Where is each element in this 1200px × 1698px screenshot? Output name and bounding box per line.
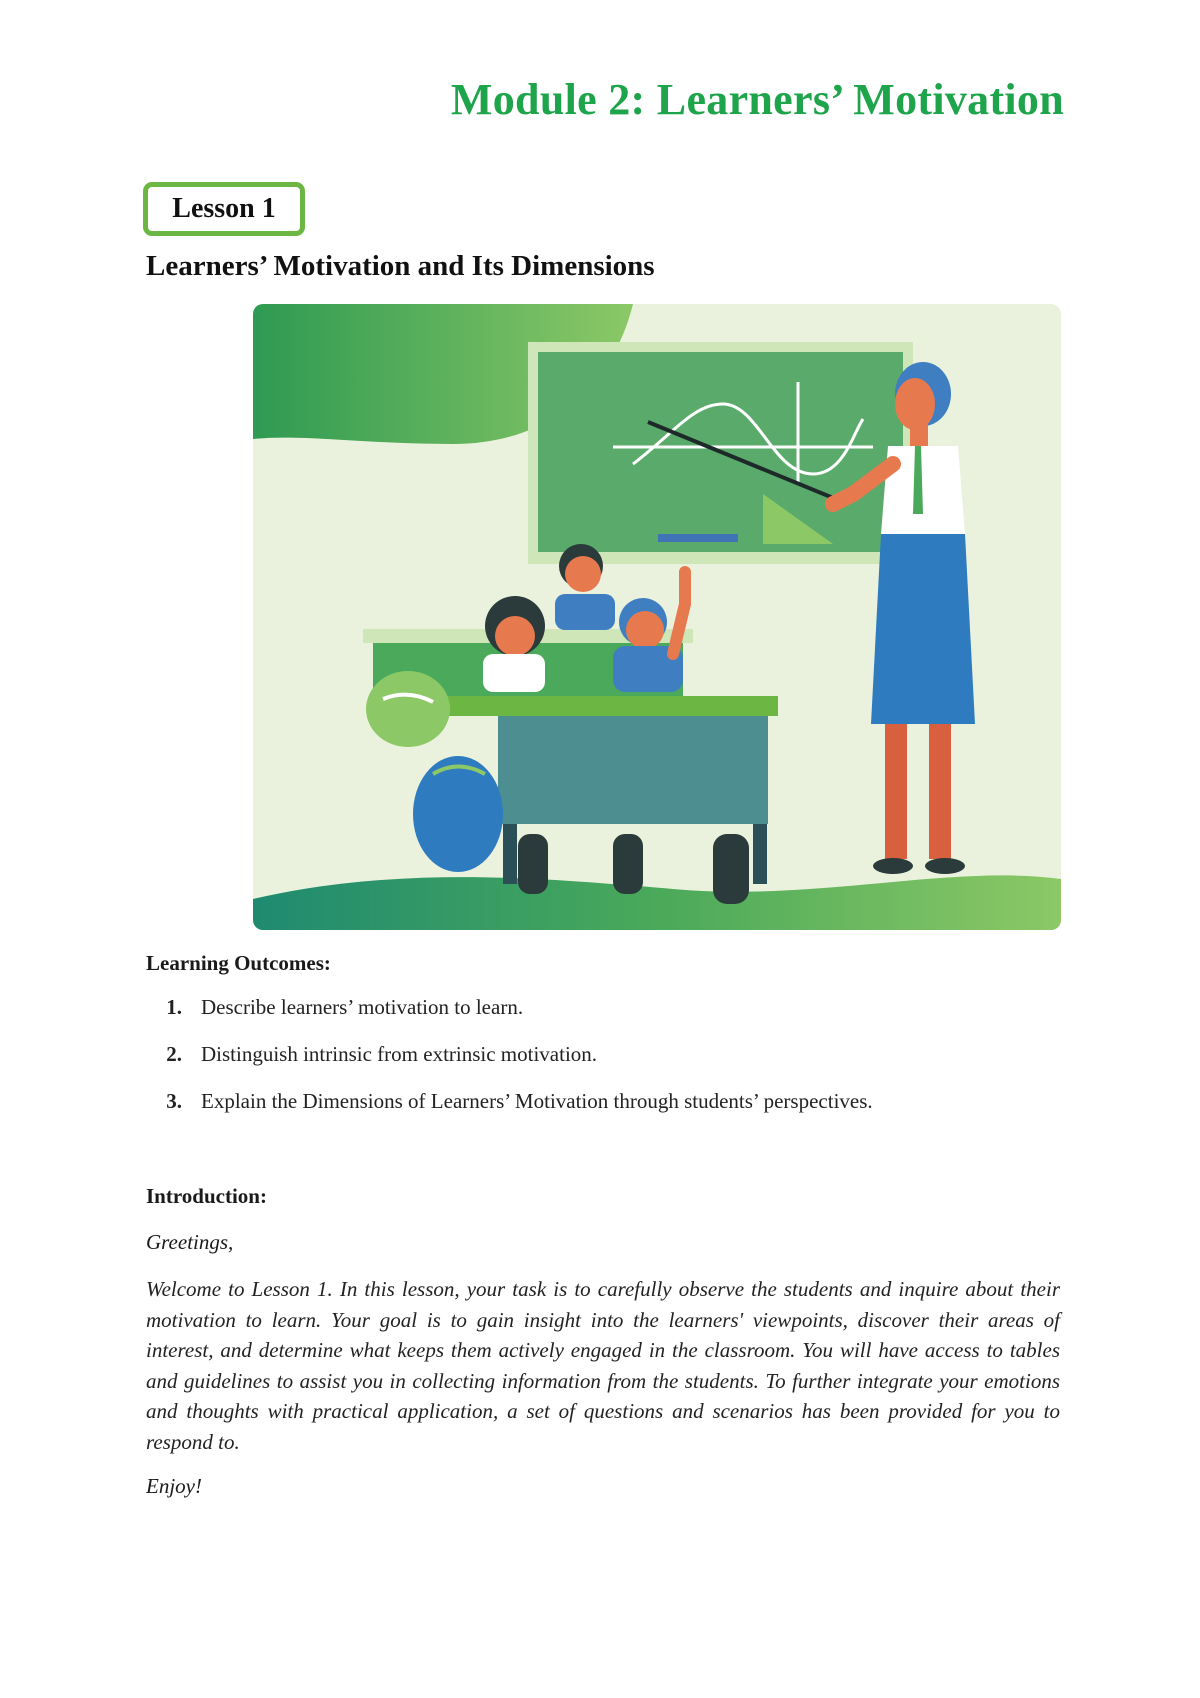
classroom-illustration-svg — [253, 304, 1061, 930]
list-item-text: Distinguish intrinsic from extrinsic motivation. — [201, 1042, 598, 1066]
list-item — [146, 1042, 873, 1089]
blue-backpack — [413, 756, 503, 872]
list-item-text: Explain the Dimensions of Learners’ Motivation through students’ perspectives. — [201, 1089, 873, 1113]
lesson-title: Learners’ Motivation and Its Dimensions — [146, 250, 655, 282]
list-item — [146, 995, 873, 1042]
list-item-number: 1. — [166, 995, 182, 1019]
front-desk — [498, 716, 768, 824]
learning-outcomes-heading: Learning Outcomes: — [146, 951, 331, 975]
chalk-eraser — [658, 534, 738, 542]
list-item-number: 3. — [166, 1089, 182, 1113]
introduction-heading: Introduction: — [146, 1184, 267, 1208]
greeting-text: Greetings, — [146, 1230, 234, 1254]
list-item-text: Describe learners’ motivation to learn. — [201, 995, 524, 1019]
list-item-number: 2. — [166, 1042, 182, 1066]
module-title: Module 2: Learners’ Motivation — [450, 75, 1064, 124]
learning-outcomes-list — [146, 995, 873, 1136]
signoff-text: Enjoy! — [146, 1474, 202, 1498]
introduction-paragraph: Welcome to Lesson 1. In this lesson, your task is to carefully observe the students and inquire about their motivation to learn. Your goal is to gain insight into the learners' viewpoints, discover their areas of interest, and determine what keeps them actively engaged in the classroom. You will have access to tables and guidelines to assist you in collecting information from the students. To further integrate your emotions and thoughts with practical application, a set of questions and scenarios has been provided for you to respond to. — [146, 1277, 1060, 1454]
classroom-illustration — [253, 304, 1061, 930]
front-desk-top — [403, 696, 778, 716]
lesson-badge: Lesson 1 — [143, 182, 305, 236]
student-girl — [483, 596, 545, 692]
green-backpack — [366, 671, 450, 747]
list-item — [146, 1089, 873, 1136]
